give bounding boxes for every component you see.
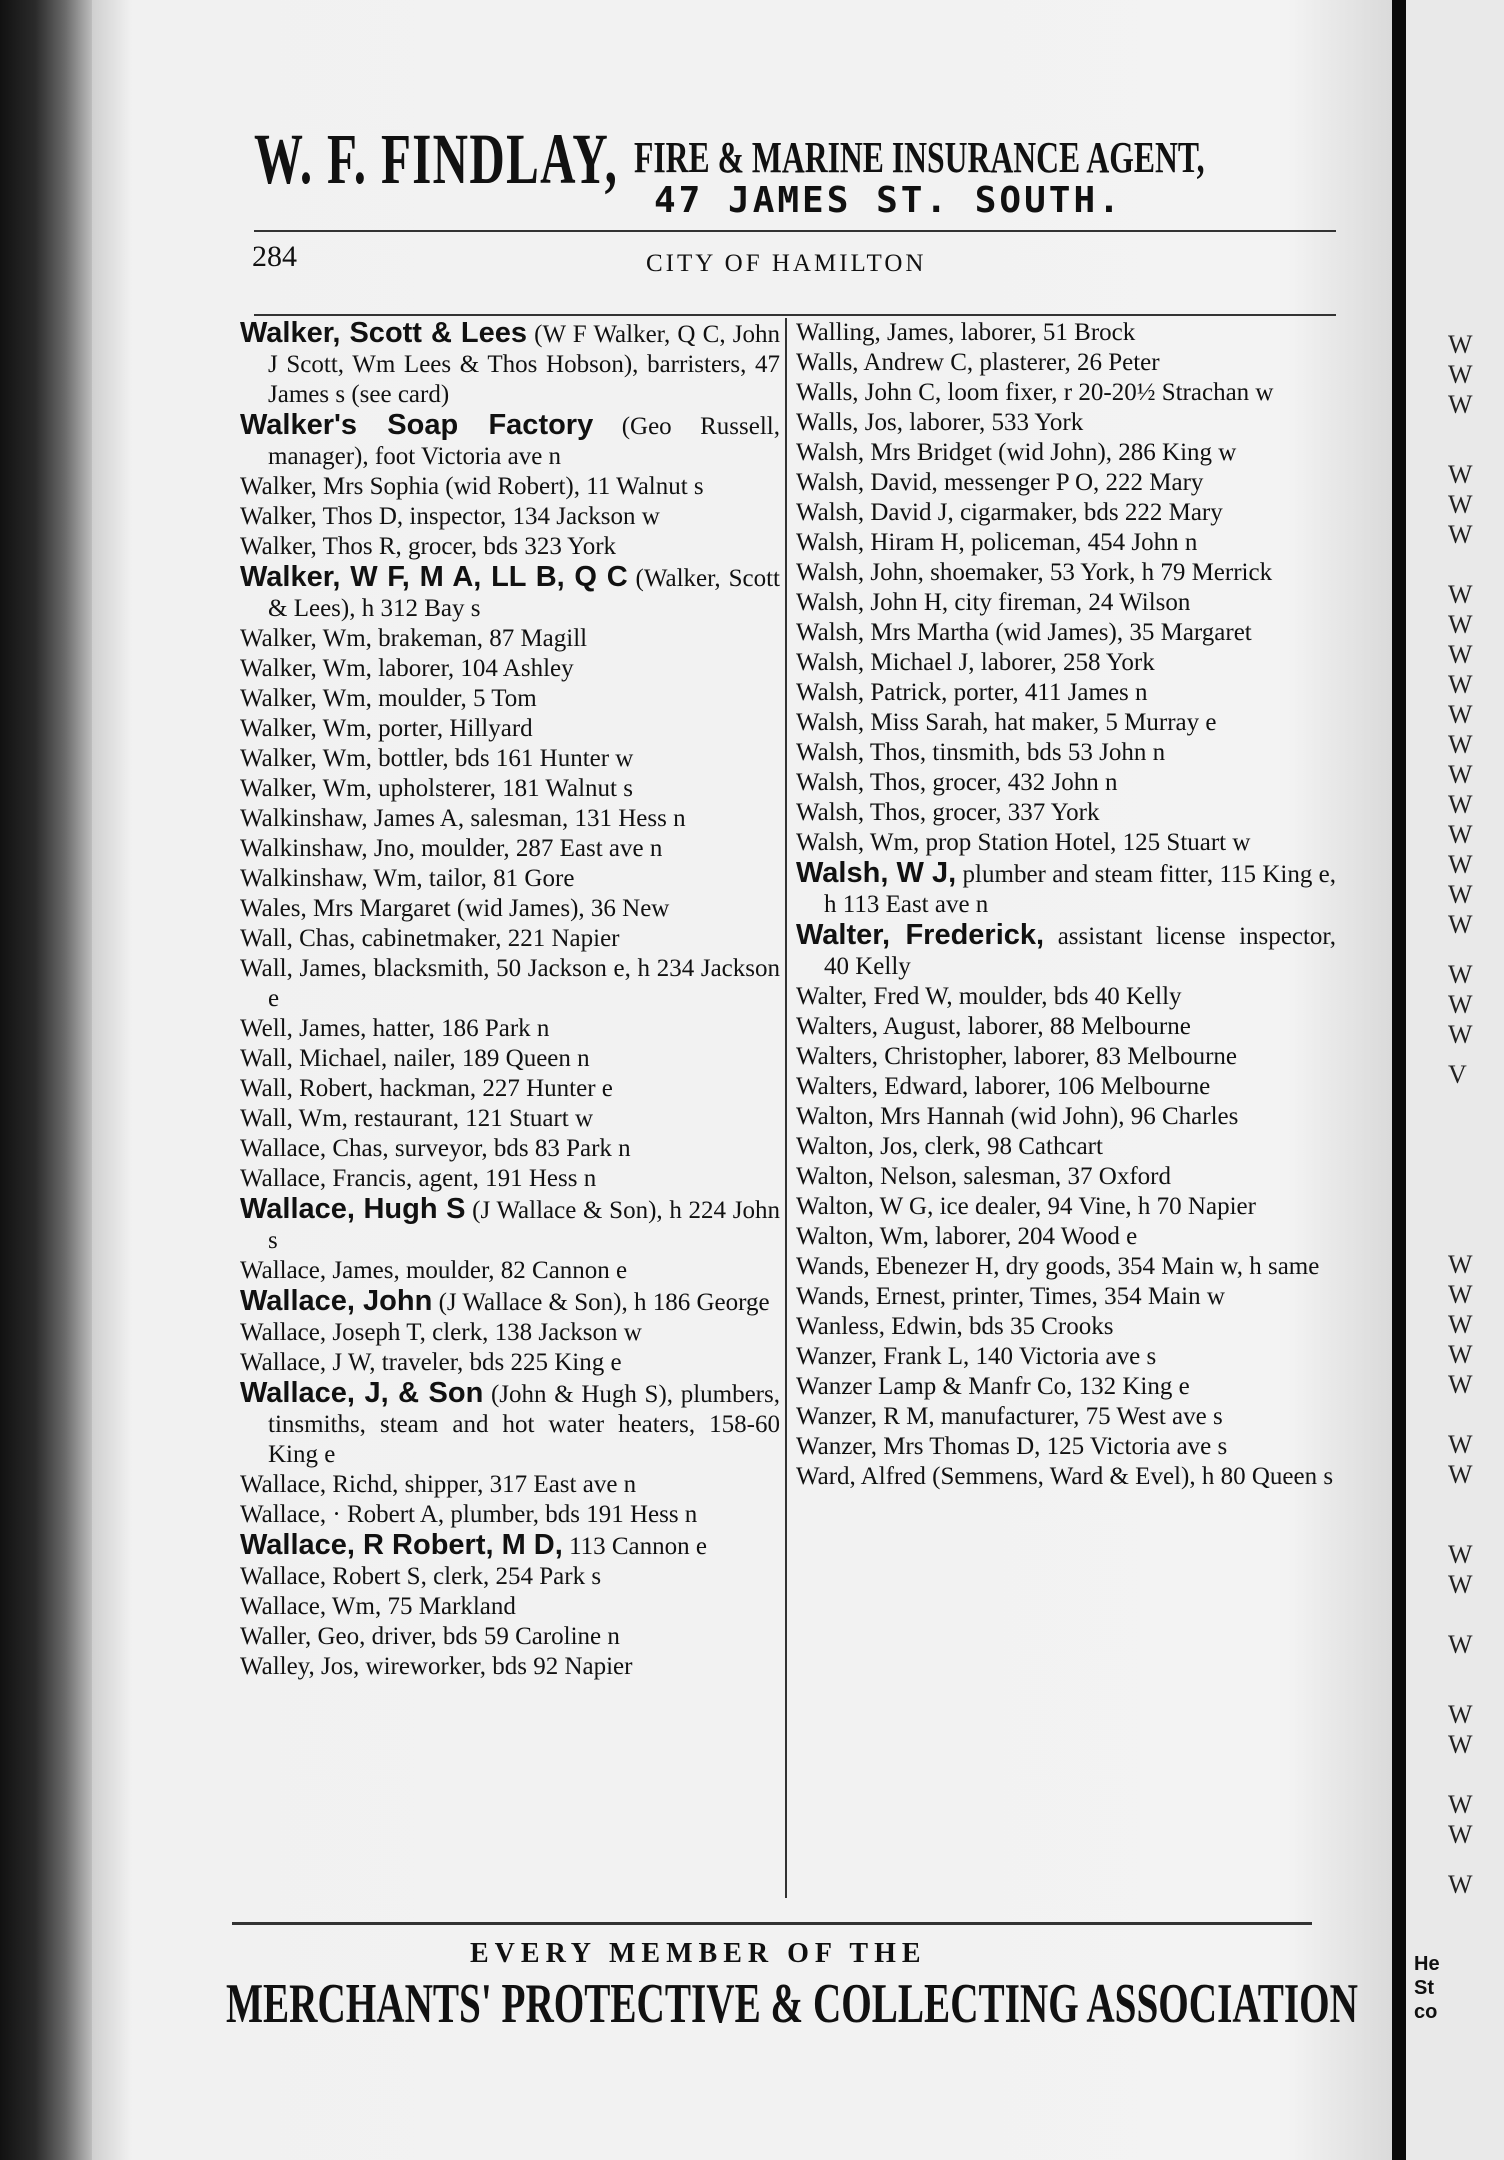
directory-entry <box>240 684 780 714</box>
advertisement-header <box>254 118 1344 228</box>
directory-entry <box>240 532 780 562</box>
adjacent-entry-initial: W <box>1448 1430 1473 1459</box>
directory-entry <box>796 828 1336 858</box>
entry-text: Well, James, hatter, 186 Park n <box>240 1015 550 1042</box>
directory-entry <box>796 738 1336 768</box>
adjacent-entry-initial: W <box>1448 360 1473 389</box>
entry-text: Walley, Jos, wireworker, bds 92 Napier <box>240 1653 633 1680</box>
entry-text: Walsh, John, shoemaker, 53 York, h 79 Merrick <box>796 559 1273 586</box>
adjacent-entry-initial: W <box>1448 730 1473 759</box>
entry-text: assistant license inspector, 40 Kelly <box>824 923 1336 980</box>
directory-entry <box>796 1312 1336 1342</box>
entry-text: Walton, Wm, laborer, 204 Wood e <box>796 1223 1138 1250</box>
directory-entry <box>796 468 1336 498</box>
entry-text: Wanzer, Frank L, 140 Victoria ave s <box>796 1343 1157 1370</box>
entry-text: Walton, Jos, clerk, 98 Cathcart <box>796 1133 1103 1160</box>
directory-entry <box>240 804 780 834</box>
entry-text: Walsh, Mrs Martha (wid James), 35 Margaret <box>796 619 1252 646</box>
entry-text: (J Wallace & Son), h 224 John s <box>268 1197 780 1254</box>
entry-name-bold: Walker, W F, M A, LL B, Q C <box>240 561 628 593</box>
entry-text: Walls, Jos, laborer, 533 York <box>796 409 1084 436</box>
adjacent-entry-initial: W <box>1448 790 1473 819</box>
entry-text: Wallace, Chas, surveyor, bds 83 Park n <box>240 1135 631 1162</box>
entry-text: Wallace, Francis, agent, 191 Hess n <box>240 1165 597 1192</box>
entry-text: Walters, Edward, laborer, 106 Melbourne <box>796 1073 1211 1100</box>
adjacent-entry-initial: W <box>1448 990 1473 1019</box>
entry-name-bold: Walker, Scott & Lees <box>240 317 527 349</box>
entry-text: Walsh, David J, cigarmaker, bds 222 Mary <box>796 499 1223 526</box>
entry-text: Wall, Michael, nailer, 189 Queen n <box>240 1045 590 1072</box>
directory-entry <box>796 1192 1336 1222</box>
directory-entry <box>240 1470 780 1500</box>
directory-entry <box>240 1652 780 1682</box>
directory-entry <box>240 744 780 774</box>
entry-text: Walton, Nelson, salesman, 37 Oxford <box>796 1163 1171 1190</box>
entry-text: Walker, Wm, bottler, bds 161 Hunter w <box>240 745 634 772</box>
entry-text: Wallace, James, moulder, 82 Cannon e <box>240 1257 628 1284</box>
fragment-line: St <box>1414 1977 1434 1999</box>
directory-entry <box>796 498 1336 528</box>
entry-text: Ward, Alfred (Semmens, Ward & Evel), h 80 Queen s <box>796 1463 1334 1490</box>
entry-text: Walsh, Hiram H, policeman, 454 John n <box>796 529 1198 556</box>
entry-text: Wall, Robert, hackman, 227 Hunter e <box>240 1075 613 1102</box>
directory-entry <box>796 318 1336 348</box>
directory-entry <box>240 1164 780 1194</box>
entry-text: (J Wallace & Son), h 186 George <box>432 1289 770 1316</box>
directory-entry <box>240 1074 780 1104</box>
entry-text: Wall, Chas, cabinetmaker, 221 Napier <box>240 925 620 952</box>
entry-text: Walsh, Thos, tinsmith, bds 53 John n <box>796 739 1166 766</box>
page-gutter <box>1392 0 1406 2160</box>
entry-text: Wallace, Wm, 75 Markland <box>240 1593 516 1620</box>
entry-text: Walkinshaw, Wm, tailor, 81 Gore <box>240 865 575 892</box>
directory-entry <box>240 1562 780 1592</box>
adjacent-entry-initial: W <box>1448 1790 1473 1819</box>
directory-entry <box>796 408 1336 438</box>
entry-text: Walsh, Thos, grocer, 432 John n <box>796 769 1118 796</box>
running-head: CITY OF HAMILTON <box>646 250 927 277</box>
directory-entry <box>240 774 780 804</box>
entry-text: Walker, Wm, brakeman, 87 Magill <box>240 625 588 652</box>
entry-text: Wanzer, R M, manufacturer, 75 West ave s <box>796 1403 1223 1430</box>
adjacent-entry-initial: W <box>1448 850 1473 879</box>
entry-text: Walter, Fred W, moulder, bds 40 Kelly <box>796 983 1182 1010</box>
directory-entry <box>796 1222 1336 1252</box>
directory-entry <box>240 562 780 624</box>
adjacent-entry-initial: W <box>1448 960 1473 989</box>
adjacent-entry-initial: W <box>1448 1570 1473 1599</box>
adjacent-entry-initial: W <box>1448 1340 1473 1369</box>
entry-text: (W F Walker, Q C, John J Scott, Wm Lees & Thos Hobson), barristers, 47 James s (see card) <box>268 321 780 408</box>
adjacent-entry-initial: W <box>1448 1730 1473 1759</box>
entry-text: Walsh, Wm, prop Station Hotel, 125 Stuart w <box>796 829 1251 856</box>
directory-entry <box>240 1500 780 1530</box>
entry-text: Walsh, Thos, grocer, 337 York <box>796 799 1100 826</box>
adjacent-entry-initial: W <box>1448 520 1473 549</box>
directory-entry <box>240 1256 780 1286</box>
directory-entry <box>240 864 780 894</box>
entry-text: Walker, Mrs Sophia (wid Robert), 11 Walnut s <box>240 473 704 500</box>
directory-entry <box>240 1194 780 1256</box>
entry-text: Waller, Geo, driver, bds 59 Caroline n <box>240 1623 620 1650</box>
adjacent-entry-initial: W <box>1448 460 1473 489</box>
column-divider <box>785 318 787 1898</box>
adjacent-entry-initial: W <box>1448 330 1473 359</box>
entry-text: 113 Cannon e <box>562 1533 708 1560</box>
adjacent-entry-initial: W <box>1448 910 1473 939</box>
directory-entry <box>796 1012 1336 1042</box>
entry-text: (Geo Russell, manager), foot Victoria ave n <box>268 413 780 470</box>
advertiser-name: W. F. FINDLAY, <box>254 119 619 199</box>
directory-entry <box>796 1342 1336 1372</box>
adjacent-entry-initial: W <box>1448 1700 1473 1729</box>
entry-text: Wallace, · Robert A, plumber, bds 191 Hess n <box>240 1501 698 1528</box>
directory-entry <box>796 798 1336 828</box>
advertiser-address: 47 JAMES ST. SOUTH. <box>654 180 1123 221</box>
directory-entry <box>796 1042 1336 1072</box>
directory-entry <box>240 924 780 954</box>
entry-text: Wands, Ernest, printer, Times, 354 Main w <box>796 1283 1225 1310</box>
directory-entry <box>240 1014 780 1044</box>
entry-name-bold: Wallace, J, & Son <box>240 1377 484 1409</box>
directory-entry <box>796 768 1336 798</box>
directory-entry <box>240 318 780 410</box>
directory-entry <box>796 678 1336 708</box>
directory-entry <box>240 1530 780 1562</box>
entry-name-bold: Wallace, Hugh S <box>240 1193 466 1225</box>
directory-entry <box>240 654 780 684</box>
directory-entry <box>796 1132 1336 1162</box>
entry-text: Walker, Wm, laborer, 104 Ashley <box>240 655 574 682</box>
directory-entry <box>796 438 1336 468</box>
directory-entry <box>240 894 780 924</box>
adjacent-entry-initial: W <box>1448 1460 1473 1489</box>
directory-entry <box>796 1282 1336 1312</box>
directory-entry <box>796 618 1336 648</box>
entry-text: Wallace, J W, traveler, bds 225 King e <box>240 1349 622 1376</box>
adjacent-entry-initial: W <box>1448 1370 1473 1399</box>
directory-entry <box>240 714 780 744</box>
directory-entry <box>240 1378 780 1470</box>
entry-text: Wanless, Edwin, bds 35 Crooks <box>796 1313 1114 1340</box>
directory-entry <box>796 1432 1336 1462</box>
adjacent-entry-initial: W <box>1448 670 1473 699</box>
directory-entry <box>240 1318 780 1348</box>
entry-text: Wallace, Robert S, clerk, 254 Park s <box>240 1563 602 1590</box>
running-head-rule <box>254 314 1336 316</box>
directory-entry <box>796 528 1336 558</box>
adjacent-entry-initial: W <box>1448 640 1473 669</box>
adjacent-page-edge <box>1406 0 1504 2160</box>
adjacent-entry-initial: W <box>1448 580 1473 609</box>
entry-name-bold: Walter, Frederick, <box>796 919 1045 951</box>
directory-entry <box>240 1592 780 1622</box>
adjacent-entry-initial: W <box>1448 490 1473 519</box>
entry-text: Walsh, Michael J, laborer, 258 York <box>796 649 1155 676</box>
adjacent-entry-initial: W <box>1448 820 1473 849</box>
adjacent-entry-initial: W <box>1448 1870 1473 1899</box>
directory-entry <box>796 588 1336 618</box>
directory-entry <box>796 708 1336 738</box>
entry-text: Walters, August, laborer, 88 Melbourne <box>796 1013 1191 1040</box>
entry-name-bold: Wallace, John <box>240 1285 433 1317</box>
adjacent-footer-fragment <box>1414 1952 1440 2024</box>
entry-name-bold: Wallace, R Robert, M D, <box>240 1529 563 1561</box>
entry-text: Wall, James, blacksmith, 50 Jackson e, h 234 Jackson e <box>240 955 780 1012</box>
footer-rule <box>232 1922 1312 1925</box>
adjacent-entry-initial: W <box>1448 1820 1473 1849</box>
entry-text: Wanzer, Mrs Thomas D, 125 Victoria ave s <box>796 1433 1228 1460</box>
directory-entry <box>796 1102 1336 1132</box>
entry-text: Walker, Thos D, inspector, 134 Jackson w <box>240 503 660 530</box>
adjacent-entry-initial: W <box>1448 610 1473 639</box>
entry-text: Walsh, Mrs Bridget (wid John), 286 King w <box>796 439 1237 466</box>
adjacent-entry-initial: V <box>1448 1060 1467 1089</box>
fragment-line: co <box>1414 2001 1438 2023</box>
directory-entry <box>240 472 780 502</box>
entry-text: Wallace, Richd, shipper, 317 East ave n <box>240 1471 637 1498</box>
entry-text: (Walker, Scott & Lees), h 312 Bay s <box>268 565 780 622</box>
directory-entry <box>240 834 780 864</box>
entry-text: Walkinshaw, James A, salesman, 131 Hess n <box>240 805 686 832</box>
fragment-line: He <box>1414 1953 1440 1975</box>
entry-text: Walsh, David, messenger P O, 222 Mary <box>796 469 1204 496</box>
directory-entry <box>240 502 780 532</box>
adjacent-entry-initial: W <box>1448 760 1473 789</box>
entry-text: Walker, Thos R, grocer, bds 323 York <box>240 533 617 560</box>
directory-entry <box>240 1134 780 1164</box>
entry-text: Walls, John C, loom fixer, r 20-20½ Strachan w <box>796 379 1274 406</box>
directory-entry <box>796 1372 1336 1402</box>
entry-text: Walsh, John H, city fireman, 24 Wilson <box>796 589 1191 616</box>
directory-entry <box>240 410 780 472</box>
directory-entry <box>240 624 780 654</box>
entry-text: Walker, Wm, porter, Hillyard <box>240 715 533 742</box>
directory-entry <box>796 858 1336 920</box>
footer-line-1: EVERY MEMBER OF THE <box>470 1938 927 1969</box>
adjacent-entry-initial: W <box>1448 700 1473 729</box>
entry-text: Walton, W G, ice dealer, 94 Vine, h 70 Napier <box>796 1193 1256 1220</box>
directory-entry <box>796 1162 1336 1192</box>
directory-entry <box>796 1402 1336 1432</box>
entry-text: Walton, Mrs Hannah (wid John), 96 Charles <box>796 1103 1239 1130</box>
adjacent-entry-initial: W <box>1448 1630 1473 1659</box>
entry-text: Wallace, Joseph T, clerk, 138 Jackson w <box>240 1319 642 1346</box>
entry-text: Walls, Andrew C, plasterer, 26 Peter <box>796 349 1160 376</box>
entry-text: Walsh, Patrick, porter, 411 James n <box>796 679 1148 706</box>
directory-entry <box>796 1252 1336 1282</box>
directory-entry <box>796 1072 1336 1102</box>
page-number: 284 <box>252 240 297 273</box>
directory-entry <box>796 1462 1336 1492</box>
adjacent-entry-initial: W <box>1448 1540 1473 1569</box>
advertiser-title: FIRE & MARINE INSURANCE AGENT, <box>634 133 1205 182</box>
directory-entry <box>240 1622 780 1652</box>
directory-entry <box>796 348 1336 378</box>
directory-entry <box>796 982 1336 1012</box>
entry-name-bold: Walker's Soap Factory <box>240 409 594 441</box>
entry-text: Wanzer Lamp & Manfr Co, 132 King e <box>796 1373 1190 1400</box>
directory-entry <box>240 1104 780 1134</box>
directory-entry <box>240 954 780 1014</box>
adjacent-entry-initial: W <box>1448 1280 1473 1309</box>
entry-text: Walling, James, laborer, 51 Brock <box>796 319 1136 346</box>
directory-entry <box>796 558 1336 588</box>
entry-text: Walker, Wm, moulder, 5 Tom <box>240 685 537 712</box>
adjacent-entry-initial: W <box>1448 1020 1473 1049</box>
directory-entry <box>240 1348 780 1378</box>
book-binding-shadow <box>0 0 92 2160</box>
entry-text: plumber and steam fitter, 115 King e, h 113 East ave n <box>824 861 1336 918</box>
entry-text: Wands, Ebenezer H, dry goods, 354 Main w, h same <box>796 1253 1320 1280</box>
entry-name-bold: Walsh, W J, <box>796 857 957 889</box>
right-column <box>796 318 1336 1492</box>
entry-text: Walters, Christopher, laborer, 83 Melbourne <box>796 1043 1238 1070</box>
entry-text: Wall, Wm, restaurant, 121 Stuart w <box>240 1105 594 1132</box>
footer-line-2: MERCHANTS' PROTECTIVE & COLLECTING ASSOCIATION <box>226 1973 1358 2035</box>
header-rule <box>254 230 1336 232</box>
adjacent-entry-initial: W <box>1448 1250 1473 1279</box>
directory-entry <box>796 920 1336 982</box>
entry-text: (John & Hugh S), plumbers, tinsmiths, steam and hot water heaters, 158-60 King e <box>268 1381 780 1468</box>
entry-text: Walkinshaw, Jno, moulder, 287 East ave n <box>240 835 663 862</box>
directory-entry <box>240 1286 780 1318</box>
adjacent-entry-initial: W <box>1448 390 1473 419</box>
directory-entry <box>796 378 1336 408</box>
entry-text: Walsh, Miss Sarah, hat maker, 5 Murray e <box>796 709 1217 736</box>
entry-text: Walker, Wm, upholsterer, 181 Walnut s <box>240 775 633 802</box>
directory-entry <box>240 1044 780 1074</box>
adjacent-entry-initial: W <box>1448 1310 1473 1339</box>
directory-entry <box>796 648 1336 678</box>
entry-text: Wales, Mrs Margaret (wid James), 36 New <box>240 895 670 922</box>
left-column <box>240 318 780 1682</box>
adjacent-entry-initial: W <box>1448 880 1473 909</box>
